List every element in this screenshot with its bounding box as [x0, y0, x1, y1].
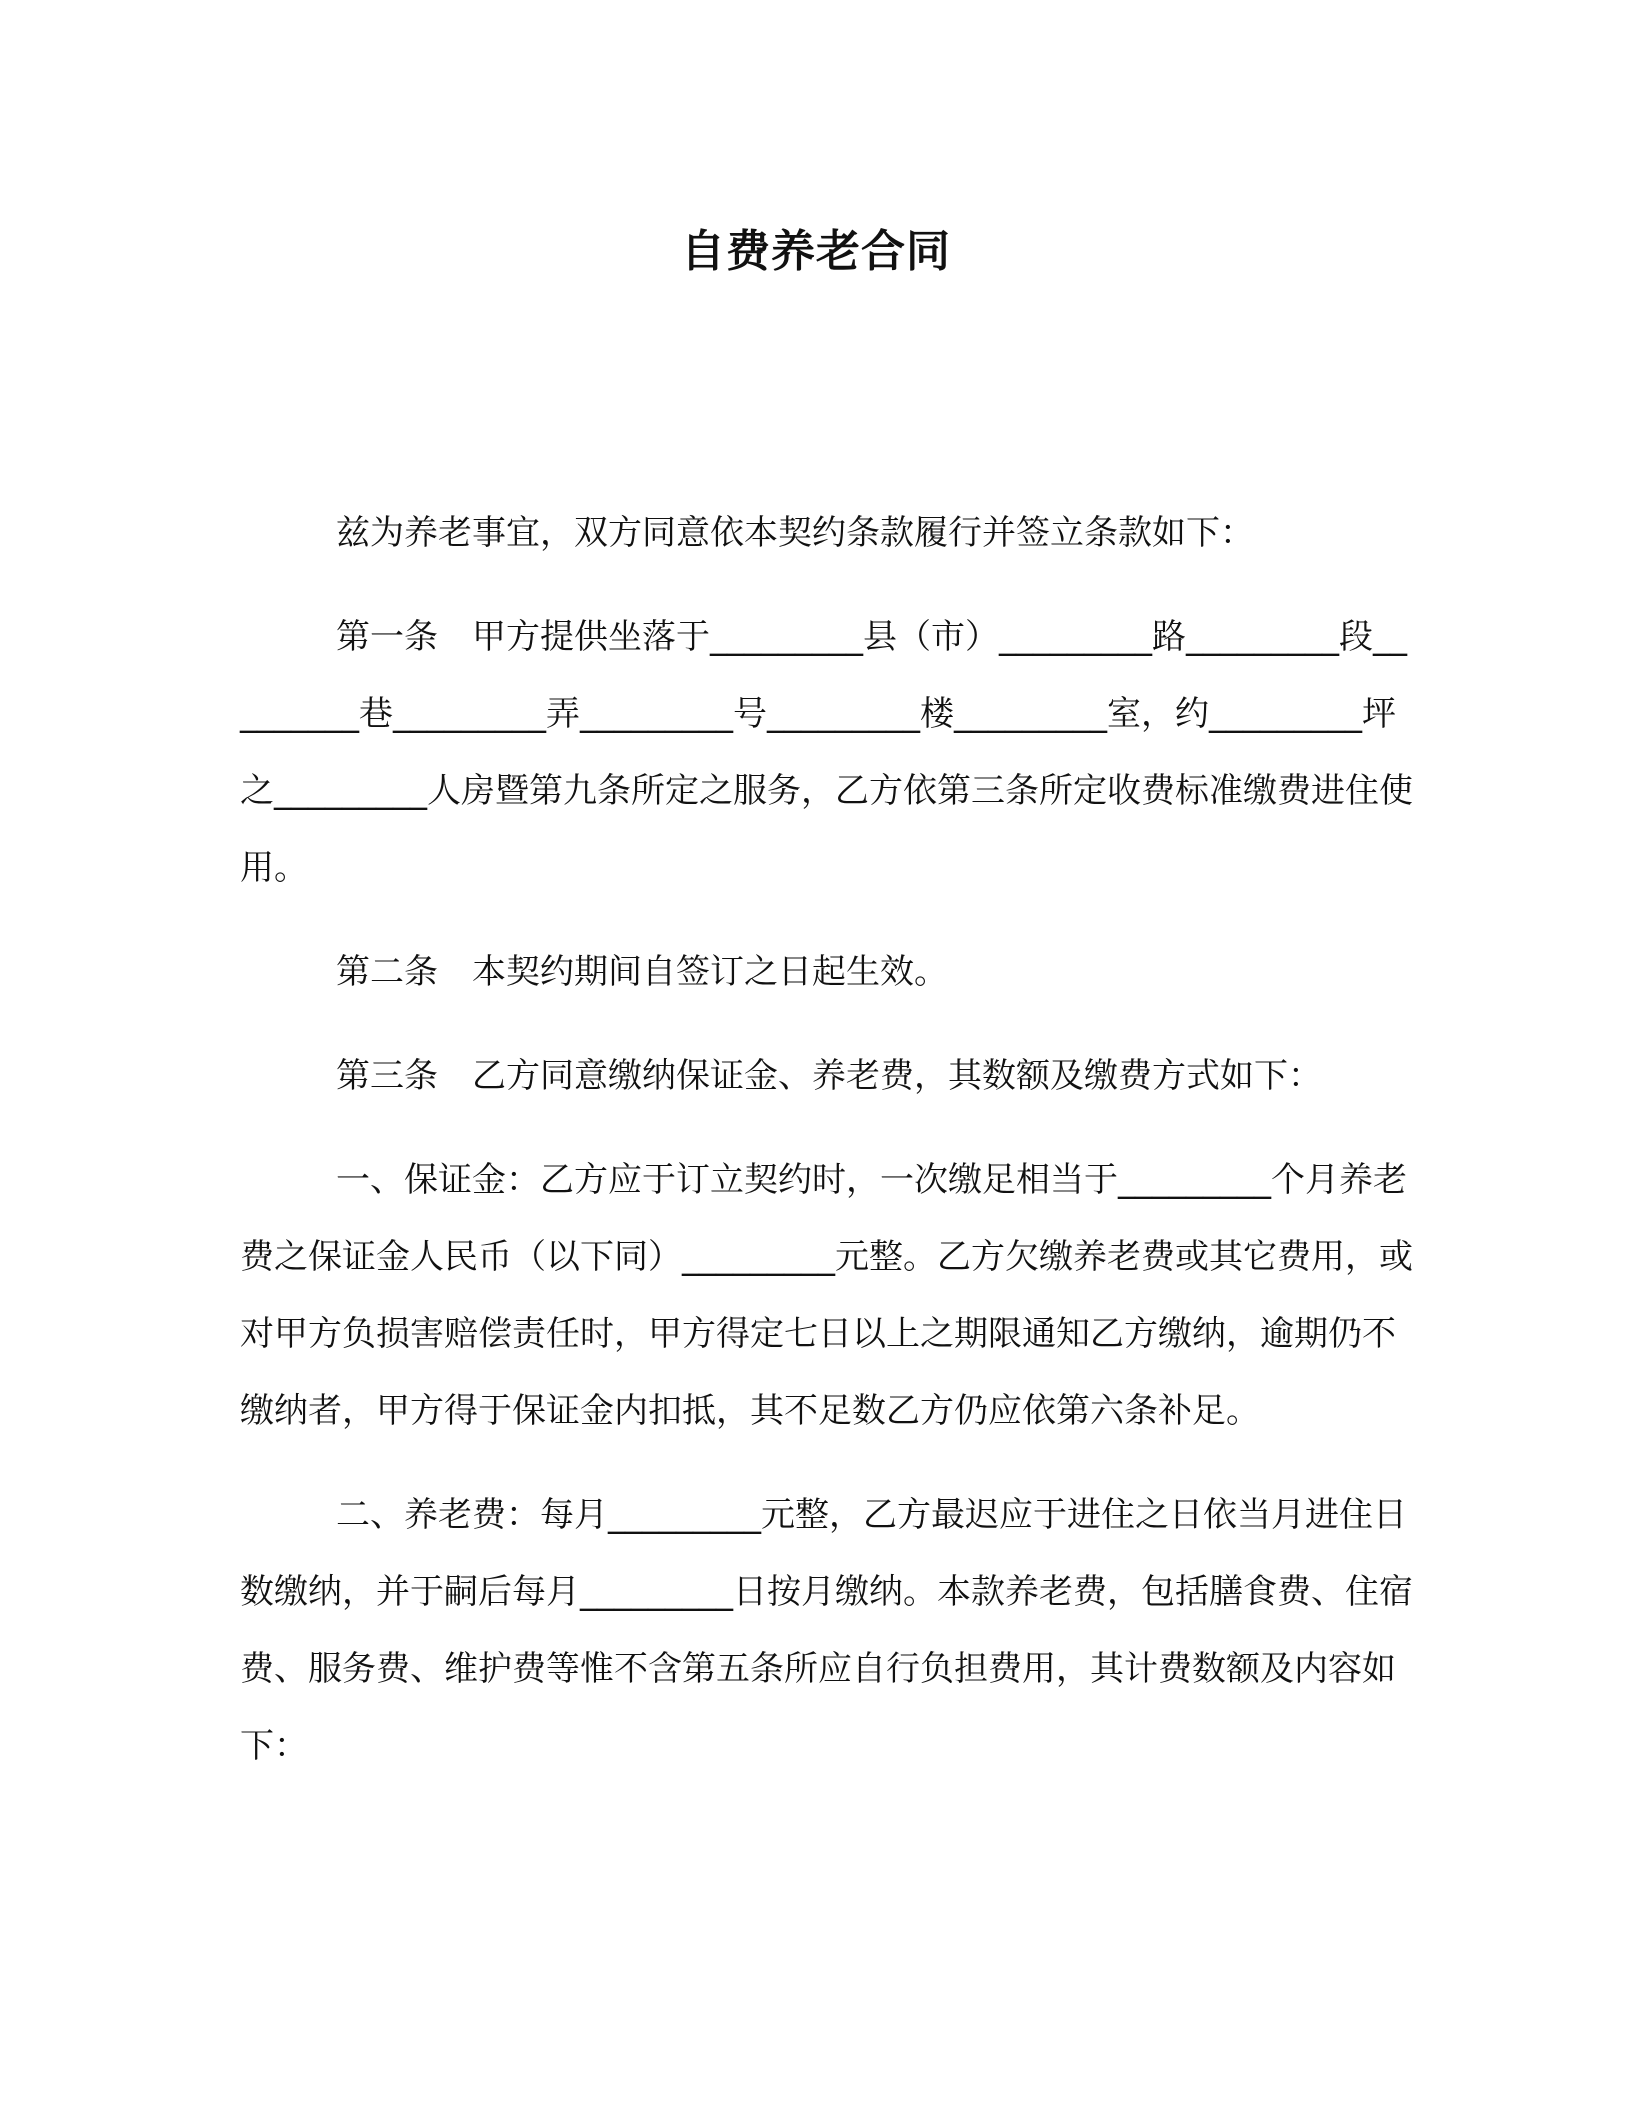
article-2-paragraph: 第二条 本契约期间自签订之日起生效。 — [336, 952, 948, 992]
deposit-paragraph: 一、保证金：乙方应于订立契约时，一次缴足相当于_________个月养老费之保证金人民币（以下同）_________元整。乙方欠缴养老费或其它费用，或对甲方负损害赔偿责任时，甲方得定七日以上之期限通知乙方缴纳，逾期仍不缴纳者，甲方得于保证金内扣抵，其不足数乙方仍应依第六条补足。 — [240, 1160, 1413, 1431]
care-fee-paragraph: 二、养老费：每月_________元整，乙方最迟应于进住之日依当月进住日数缴纳，并于嗣后每月_________日按月缴纳。本款养老费，包括膳食费、住宿费、服务费、维护费等惟不含第五条所应自行负担费用，其计费数额及内容如下： — [240, 1495, 1413, 1766]
article-3-paragraph: 第三条 乙方同意缴纳保证金、养老费，其数额及缴费方式如下： — [336, 1056, 1322, 1096]
intro-paragraph: 兹为养老事宜，双方同意依本契约条款履行并签立条款如下： — [336, 513, 1254, 553]
document-body — [240, 495, 1415, 1812]
document-title: 自费养老合同 — [681, 226, 951, 277]
article-1-paragraph: 第一条 甲方提供坐落于_________县（市）_________路_________段_________巷_________弄_________号_________楼_________室，约_________坪之_________人房暨第九条所定之服务，乙方依第三条所定收费标准缴费进住使用。 — [240, 617, 1413, 888]
